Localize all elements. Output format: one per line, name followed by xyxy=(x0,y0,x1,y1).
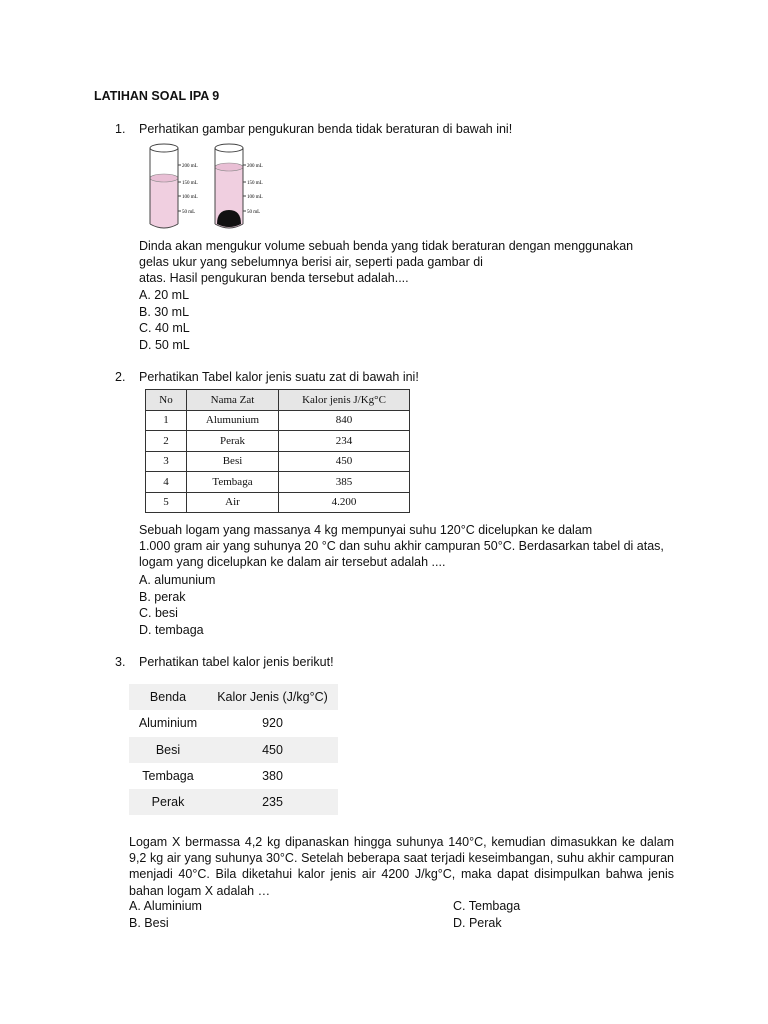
q3-option-a: A. Aluminium xyxy=(129,899,202,913)
q2-option-d: D. tembaga xyxy=(139,622,204,637)
cell-no: 2 xyxy=(146,431,187,452)
cell-no: 3 xyxy=(146,451,187,472)
q2-prompt: Perhatikan Tabel kalor jenis suatu zat di bawah ini! xyxy=(139,370,419,384)
cell-no: 1 xyxy=(146,410,187,431)
cell-kalor: 385 xyxy=(279,472,410,493)
table-row xyxy=(146,451,410,472)
header-no: No xyxy=(146,390,187,411)
cell-benda: Aluminium xyxy=(138,716,198,731)
table-row xyxy=(129,789,338,815)
cell-no: 5 xyxy=(146,492,187,513)
q1-text-line: atas. Hasil pengukuran benda tersebut adalah.... xyxy=(139,271,409,285)
q3-number: 3. xyxy=(115,655,126,669)
specific-heat-table-1 xyxy=(145,389,410,513)
cell-benda: Tembaga xyxy=(142,769,194,784)
cell-kalor: 4.200 xyxy=(279,492,410,513)
left-mark-50: 50 mL xyxy=(182,210,196,215)
left-mark-100: 100 mL xyxy=(182,195,198,200)
table-row xyxy=(146,431,410,452)
q2-text-line: logam yang dicelupkan ke dalam air tersebut adalah .... xyxy=(139,555,446,569)
cell-kalor: 380 xyxy=(262,769,283,784)
table-row xyxy=(129,737,338,763)
cell-benda: Besi xyxy=(129,737,207,763)
cell-zat: Perak xyxy=(187,431,279,452)
q1-text-line: gelas ukur yang sebelumnya berisi air, seperti pada gambar di xyxy=(139,255,483,269)
right-mark-50: 50 mL xyxy=(247,210,261,215)
q1-option-c: C. 40 mL xyxy=(139,321,190,335)
q3-option-b: B. Besi xyxy=(129,916,169,930)
q1-option-a: A. 20 mL xyxy=(139,288,190,302)
q1-text xyxy=(139,238,633,286)
right-mark-200: 200 mL xyxy=(247,164,263,169)
q1-option-b: B. 30 mL xyxy=(139,304,190,319)
q3-prompt: Perhatikan tabel kalor jenis berikut! xyxy=(139,655,334,669)
q3-option-c: C. Tembaga xyxy=(453,899,521,913)
table-row xyxy=(129,763,338,789)
q2-option-c: C. besi xyxy=(139,606,178,620)
cell-zat: Air xyxy=(187,492,279,513)
cell-kalor: 450 xyxy=(279,451,410,472)
q1-number: 1. xyxy=(115,122,126,136)
q1-options xyxy=(139,287,190,353)
cell-kalor: 234 xyxy=(279,431,410,452)
measuring-cylinders-figure xyxy=(145,140,275,234)
header-benda: Benda xyxy=(129,684,207,710)
header-kalor-jenis: Kalor Jenis (J/kg°C) xyxy=(207,684,338,710)
table-row xyxy=(146,472,410,493)
table-row xyxy=(146,410,410,431)
cylinder-right xyxy=(215,144,263,228)
q2-option-a: A. alumunium xyxy=(139,573,216,587)
cylinder-left xyxy=(150,144,198,228)
right-mark-150: 150 mL xyxy=(247,181,263,186)
table-row xyxy=(129,710,338,736)
q1-prompt: Perhatikan gambar pengukuran benda tidak beraturan di bawah ini! xyxy=(139,122,513,136)
cell-benda: Perak xyxy=(129,789,207,815)
q3-option-d: D. Perak xyxy=(453,916,502,930)
header-kalor-jenis: Kalor jenis J/Kg°C xyxy=(279,390,410,411)
q2-text-line: 1.000 gram air yang suhunya 20 °C dan suhu akhir campuran 50°C. Berdasarkan tabel di atas, xyxy=(139,539,664,553)
cell-zat: Besi xyxy=(187,451,279,472)
specific-heat-table-2 xyxy=(129,684,338,815)
q1-option-d: D. 50 mL xyxy=(139,337,190,352)
left-mark-150: 150 mL xyxy=(182,181,198,186)
q3-paragraph-text: Logam X bermassa 4,2 kg dipanaskan hingga suhunya 140°C, kemudian dimasukkan ke dalam 9,2 kg air yang suhunya 30°C. Setelah beberapa saat terjadi keseimbangan, suhu akhir campuran menjadi 40°C. Bila diketahui kalor jenis air 4200 J/kg°C, maka dapat disimpulkan bahwa jenis bahan logam X adalah … xyxy=(129,835,674,898)
q2-text xyxy=(139,522,664,570)
left-mark-200: 200 mL xyxy=(182,164,198,169)
q2-number: 2. xyxy=(115,370,126,384)
cell-kalor: 235 xyxy=(207,789,338,815)
q2-options xyxy=(139,572,215,638)
cell-zat: Tembaga xyxy=(187,472,279,493)
table-header-row xyxy=(146,390,410,411)
table-row xyxy=(146,492,410,513)
cell-zat: Alumunium xyxy=(187,410,279,431)
q2-option-b: B. perak xyxy=(139,589,186,604)
page-title: LATIHAN SOAL IPA 9 xyxy=(94,89,220,103)
q3-paragraph xyxy=(129,834,674,899)
right-mark-100: 100 mL xyxy=(247,195,263,200)
cell-no: 4 xyxy=(146,472,187,493)
header-nama-zat: Nama Zat xyxy=(187,390,279,411)
q1-text-line: Dinda akan mengukur volume sebuah benda yang tidak beraturan dengan menggunakan xyxy=(139,239,634,253)
q2-text-line: Sebuah logam yang massanya 4 kg mempunyai suhu 120°C dicelupkan ke dalam xyxy=(139,523,593,537)
cell-kalor: 840 xyxy=(279,410,410,431)
cell-kalor: 450 xyxy=(207,737,338,763)
cell-kalor: 920 xyxy=(262,716,283,731)
table-header-row xyxy=(129,684,338,710)
